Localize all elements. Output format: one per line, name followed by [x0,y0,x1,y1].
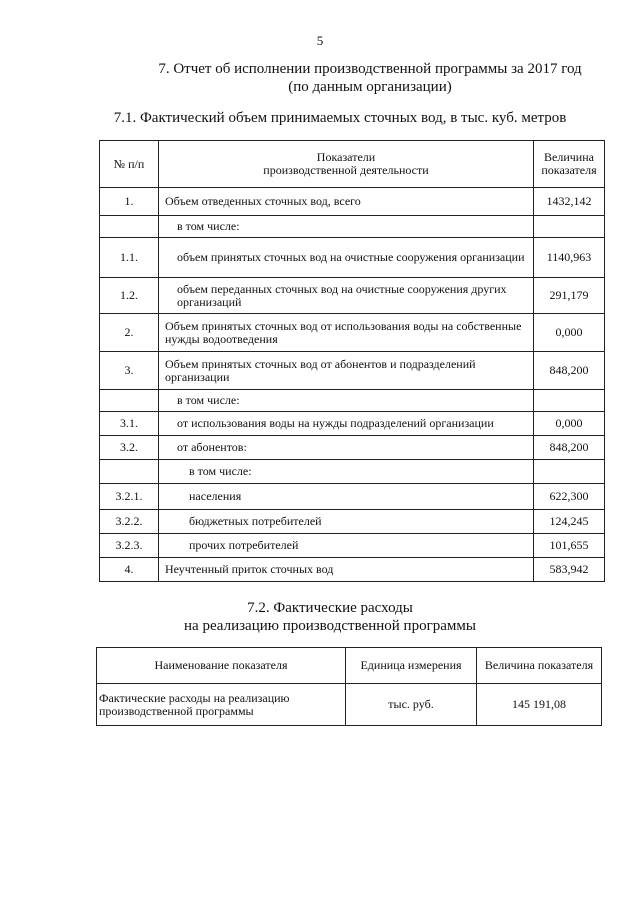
row-label: Объем отведенных сточных вод, всего [159,188,534,216]
report-subtitle: (по данным организации) [288,79,452,95]
header-indicator-line1: Показатели [316,150,376,164]
row-value [534,460,605,484]
row-num [100,460,159,484]
header-num: № п/п [100,141,159,188]
row-num: 3.2. [100,436,159,460]
row-label: Объем принятых сточных вод от абонентов и подразделений организации [159,352,534,390]
row-label: Объем принятых сточных вод от использования воды на собственные нужды водоотведения [159,314,534,352]
row-num: 1.2. [100,278,159,314]
table-header-row [100,141,605,188]
report-title: 7. Отчет об исполнении производственной программы за 2017 год [158,61,582,77]
row-num: 3.2.3. [100,534,159,558]
row-label: Неучтенный приток сточных вод [159,558,534,582]
table-row [100,534,605,558]
table-row [100,460,605,484]
row-label: в том числе: [159,460,534,484]
row-value: 583,942 [534,558,605,582]
table-row [100,412,605,436]
header-value-line1: Величина [544,150,594,164]
row-value: 1140,963 [534,238,605,278]
row-value: 145 191,08 [477,684,602,726]
row-label: бюджетных потребителей [159,510,534,534]
table-row [100,484,605,510]
row-value: 0,000 [534,412,605,436]
row-value: 1432,142 [534,188,605,216]
row-value: 124,245 [534,510,605,534]
table-row [100,314,605,352]
row-unit: тыс. руб. [346,684,477,726]
section-71-heading: 7.1. Фактический объем принимаемых сточных вод, в тыс. куб. метров [113,110,567,126]
wastewater-volume-table [99,140,605,582]
row-num: 2. [100,314,159,352]
row-value: 622,300 [534,484,605,510]
row-label: объем переданных сточных вод на очистные сооружения других организаций [159,278,534,314]
row-name: Фактические расходы на реализацию производственной программы [97,684,346,726]
expenses-table [96,647,602,726]
table-row [97,684,602,726]
row-label: объем принятых сточных вод на очистные сооружения организации [159,238,534,278]
row-num: 3.2.2. [100,510,159,534]
header-value [534,141,605,188]
table-row [100,510,605,534]
section-72-heading-line2: на реализацию производственной программы [184,618,476,634]
row-num [100,390,159,412]
row-value [534,390,605,412]
row-num [100,216,159,238]
row-label: от абонентов: [159,436,534,460]
header-value: Величина показателя [477,648,602,684]
table-row [100,188,605,216]
header-unit: Единица измерения [346,648,477,684]
table-row [100,352,605,390]
section-72-heading-line1: 7.2. Фактические расходы [247,600,413,616]
row-num: 4. [100,558,159,582]
row-label: в том числе: [159,216,534,238]
row-num: 3.2.1. [100,484,159,510]
header-value-line2: показателя [541,163,597,177]
row-num: 1. [100,188,159,216]
table-row [100,436,605,460]
header-indicator [159,141,534,188]
row-num: 3.1. [100,412,159,436]
table-row [100,238,605,278]
header-name: Наименование показателя [97,648,346,684]
table-row [100,390,605,412]
row-value: 848,200 [534,352,605,390]
row-value: 848,200 [534,436,605,460]
row-num: 1.1. [100,238,159,278]
table-row [100,558,605,582]
row-value [534,216,605,238]
page-number: 5 [316,33,324,48]
row-label: в том числе: [159,390,534,412]
row-label: прочих потребителей [159,534,534,558]
header-indicator-line2: производственной деятельности [263,163,429,177]
row-value: 291,179 [534,278,605,314]
table-header-row [97,648,602,684]
row-value: 101,655 [534,534,605,558]
table-row [100,216,605,238]
row-label: от использования воды на нужды подразделений организации [159,412,534,436]
row-value: 0,000 [534,314,605,352]
row-num: 3. [100,352,159,390]
row-label: населения [159,484,534,510]
table-row [100,278,605,314]
